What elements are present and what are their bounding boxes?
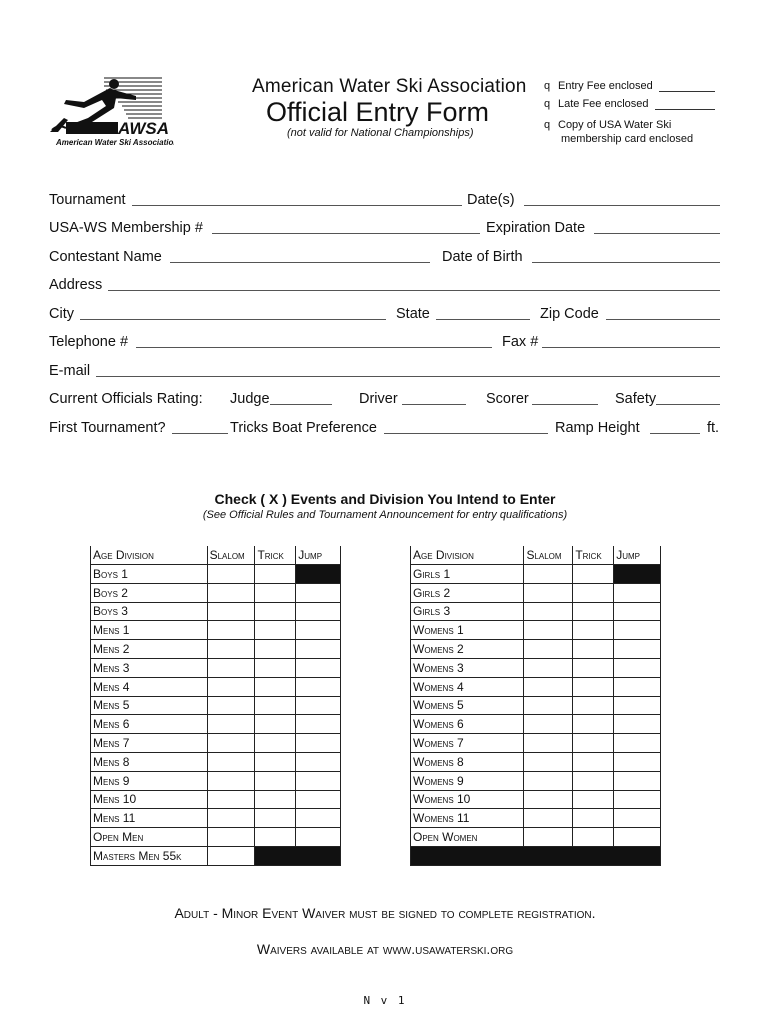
state-input[interactable] [436,319,530,320]
jump-checkbox[interactable] [614,790,661,809]
jump-checkbox[interactable] [614,715,661,734]
slalom-checkbox[interactable] [524,696,573,715]
age-division-cell: Masters Men 55k [91,846,208,865]
events-subheading: (See Official Rules and Tournament Announcement for entry qualifications) [202,509,568,521]
table-row [91,790,341,809]
jump-checkbox[interactable] [296,734,341,753]
dob-input[interactable] [532,262,720,263]
table-row [411,790,661,809]
col-trick: Trick [255,546,296,565]
address-label: Address [49,277,103,293]
jump-checkbox[interactable] [296,583,341,602]
jump-checkbox[interactable] [614,602,661,621]
jump-checkbox[interactable] [296,621,341,640]
table-header-row [411,546,661,565]
age-division-cell: Mens 5 [91,696,208,715]
safety-input[interactable] [656,404,720,405]
age-division-cell: Womens 2 [411,640,524,659]
age-division-cell: Boys 3 [91,602,208,621]
age-division-cell: Womens 9 [411,771,524,790]
address-input[interactable] [108,290,720,291]
email-input[interactable] [96,376,720,377]
age-division-cell: Mens 1 [91,621,208,640]
table-row [91,677,341,696]
table-row [411,809,661,828]
jump-checkbox[interactable] [614,640,661,659]
trick-checkbox[interactable] [573,658,614,677]
form-note: (not valid for National Championships) [287,127,474,139]
slalom-checkbox[interactable] [207,640,255,659]
table-row [91,658,341,677]
driver-label: Driver [359,391,398,407]
first-tournament-input[interactable] [172,433,228,434]
jump-checkbox[interactable] [296,658,341,677]
trick-checkbox[interactable] [573,828,614,847]
trick-checkbox[interactable] [255,677,296,696]
slalom-checkbox[interactable] [207,828,255,847]
age-division-cell: Open Men [91,828,208,847]
ramp-height-label: Ramp Height [555,420,640,436]
age-division-cell: Womens 10 [411,790,524,809]
age-division-cell: Womens 3 [411,658,524,677]
jump-checkbox[interactable] [296,752,341,771]
jump-checkbox[interactable] [296,771,341,790]
tricks-boat-input[interactable] [384,433,548,434]
slalom-checkbox[interactable] [524,715,573,734]
jump-checkbox[interactable] [296,640,341,659]
trick-checkbox[interactable] [573,734,614,753]
late-fee-check[interactable]: q Late Fee enclosed [544,98,715,110]
checkbox-icon: q [544,80,551,92]
judge-label: Judge [230,391,270,407]
telephone-label: Telephone # [49,334,129,350]
table-row [411,696,661,715]
table-row [411,771,661,790]
organization-name: American Water Ski Association [252,76,527,97]
jump-checkbox[interactable] [296,715,341,734]
trick-checkbox[interactable] [255,658,296,677]
trick-checkbox[interactable] [573,677,614,696]
tricks-boat-label: Tricks Boat Preference [230,420,377,436]
jump-checkbox[interactable] [614,583,661,602]
table-row [411,715,661,734]
slalom-checkbox[interactable] [524,602,573,621]
age-division-cell: Womens 6 [411,715,524,734]
slalom-checkbox[interactable] [524,771,573,790]
trick-checkbox[interactable] [255,771,296,790]
slalom-checkbox[interactable] [207,771,255,790]
table-header-row [91,546,341,565]
expiration-input[interactable] [594,233,720,234]
age-division-cell: Mens 9 [91,771,208,790]
table-row-filler [411,846,661,865]
driver-input[interactable] [402,404,466,405]
version-code: N v 1 [363,994,407,1007]
table-row [91,846,341,865]
age-division-cell: Mens 3 [91,658,208,677]
safety-label: Safety [615,391,657,407]
table-row [411,583,661,602]
age-division-cell: Mens 6 [91,715,208,734]
table-row [91,602,341,621]
slalom-checkbox[interactable] [524,809,573,828]
scorer-input[interactable] [532,404,598,405]
slalom-checkbox[interactable] [524,621,573,640]
age-division-cell: Womens 11 [411,809,524,828]
unavailable-cell [614,565,661,584]
slalom-checkbox[interactable] [524,790,573,809]
contestant-input[interactable] [170,262,430,263]
checkbox-icon: q [544,98,551,110]
table-row [411,734,661,753]
first-tournament-label: First Tournament? [49,420,166,436]
trick-checkbox[interactable] [573,640,614,659]
trick-checkbox[interactable] [255,640,296,659]
dates-label: Date(s) [467,192,515,208]
awsa-logo [44,72,174,152]
col-jump: Jump [614,546,661,565]
table-row [91,734,341,753]
table-row [411,828,661,847]
trick-checkbox[interactable] [573,696,614,715]
entry-fee-check[interactable]: q Entry Fee enclosed [544,80,715,92]
ramp-height-unit: ft. [707,420,720,436]
slalom-checkbox[interactable] [207,565,255,584]
jump-checkbox[interactable] [614,696,661,715]
table-row [411,640,661,659]
trick-checkbox[interactable] [255,565,296,584]
slalom-checkbox[interactable] [524,734,573,753]
slalom-checkbox[interactable] [207,696,255,715]
trick-checkbox[interactable] [255,809,296,828]
svg-text:AWSA: AWSA [118,119,169,138]
table-row [411,658,661,677]
email-label: E-mail [49,363,91,379]
jump-checkbox[interactable] [296,828,341,847]
col-slalom: Slalom [207,546,255,565]
slalom-checkbox[interactable] [207,583,255,602]
events-heading: Check ( X ) Events and Division You Intend to Enter [214,491,556,507]
slalom-checkbox[interactable] [524,565,573,584]
table-row [411,602,661,621]
officials-rating-label: Current Officials Rating: [49,391,203,407]
jump-checkbox[interactable] [614,658,661,677]
city-label: City [49,306,74,322]
unavailable-cell [255,846,341,865]
tournament-input[interactable] [132,205,462,206]
table-row [91,565,341,584]
slalom-checkbox[interactable] [207,602,255,621]
age-division-cell: Womens 8 [411,752,524,771]
jump-checkbox[interactable] [614,734,661,753]
trick-checkbox[interactable] [573,715,614,734]
dates-input[interactable] [524,205,720,206]
slalom-checkbox[interactable] [207,790,255,809]
slalom-checkbox[interactable] [207,734,255,753]
table-row [411,752,661,771]
age-division-cell: Womens 1 [411,621,524,640]
jump-checkbox[interactable] [296,809,341,828]
trick-checkbox[interactable] [573,809,614,828]
judge-input[interactable] [270,404,332,405]
table-row [91,752,341,771]
trick-checkbox[interactable] [573,602,614,621]
age-division-cell: Womens 7 [411,734,524,753]
slalom-checkbox[interactable] [524,658,573,677]
slalom-checkbox[interactable] [207,715,255,734]
table-row [411,565,661,584]
city-input[interactable] [80,319,386,320]
jump-checkbox[interactable] [296,696,341,715]
age-division-cell: Mens 2 [91,640,208,659]
slalom-checkbox[interactable] [524,583,573,602]
age-division-cell: Boys 1 [91,565,208,584]
age-division-cell: Girls 3 [411,602,524,621]
trick-checkbox[interactable] [255,828,296,847]
checkbox-icon: q [544,119,551,131]
age-division-cell: Mens 4 [91,677,208,696]
telephone-input[interactable] [136,347,492,348]
age-division-cell: Mens 7 [91,734,208,753]
age-division-cell: Womens 5 [411,696,524,715]
col-jump: Jump [296,546,341,565]
slalom-checkbox[interactable] [524,640,573,659]
table-row [91,640,341,659]
trick-checkbox[interactable] [255,696,296,715]
age-division-cell: Mens 11 [91,809,208,828]
slalom-checkbox[interactable] [524,828,573,847]
table-row [91,809,341,828]
waiver-notice: Adult - Minor Event Waiver must be signed to complete registration. [174,905,596,921]
trick-checkbox[interactable] [255,734,296,753]
slalom-checkbox[interactable] [207,621,255,640]
slalom-checkbox[interactable] [207,677,255,696]
unavailable-cell [296,565,341,584]
jump-checkbox[interactable] [296,790,341,809]
jump-checkbox[interactable] [614,771,661,790]
col-trick: Trick [573,546,614,565]
slalom-checkbox[interactable] [207,809,255,828]
jump-checkbox[interactable] [614,752,661,771]
dob-label: Date of Birth [442,249,523,265]
age-division-cell: Boys 2 [91,583,208,602]
table-row [91,828,341,847]
jump-checkbox[interactable] [614,621,661,640]
tournament-label: Tournament [49,192,126,208]
fax-label: Fax # [502,334,539,350]
trick-checkbox[interactable] [255,602,296,621]
jump-checkbox[interactable] [614,677,661,696]
contestant-label: Contestant Name [49,249,162,265]
trick-checkbox[interactable] [255,583,296,602]
table-row [91,771,341,790]
zip-label: Zip Code [540,306,599,322]
age-division-cell: Mens 8 [91,752,208,771]
trick-checkbox[interactable] [573,565,614,584]
ramp-height-input[interactable] [650,433,700,434]
table-row [91,583,341,602]
table-row [411,621,661,640]
slalom-checkbox[interactable] [207,752,255,771]
men-division-table [90,546,341,866]
trick-checkbox[interactable] [573,771,614,790]
age-division-cell: Mens 10 [91,790,208,809]
zip-input[interactable] [606,319,720,320]
trick-checkbox[interactable] [255,752,296,771]
age-division-cell: Open Women [411,828,524,847]
trick-checkbox[interactable] [573,752,614,771]
unavailable-cell [411,846,661,865]
jump-checkbox[interactable] [614,828,661,847]
trick-checkbox[interactable] [255,790,296,809]
membership-input[interactable] [212,233,480,234]
age-division-cell: Girls 2 [411,583,524,602]
col-slalom: Slalom [524,546,573,565]
age-division-cell: Womens 4 [411,677,524,696]
table-row [91,715,341,734]
slalom-checkbox[interactable] [207,846,255,865]
slalom-checkbox[interactable] [524,752,573,771]
trick-checkbox[interactable] [573,790,614,809]
age-division-cell: Girls 1 [411,565,524,584]
jump-checkbox[interactable] [296,602,341,621]
table-row [91,621,341,640]
col-age-division: Age Division [91,546,208,565]
slalom-checkbox[interactable] [207,658,255,677]
slalom-checkbox[interactable] [524,677,573,696]
scorer-label: Scorer [486,391,529,407]
trick-checkbox[interactable] [573,621,614,640]
membership-card-check-line2: membership card enclosed [561,133,694,145]
membership-card-check[interactable]: q Copy of USA Water Ski [544,119,672,131]
trick-checkbox[interactable] [255,715,296,734]
waiver-availability: Waivers available at www.usawaterski.org [256,941,514,957]
table-row [411,677,661,696]
form-title: Official Entry Form [266,97,490,127]
table-row [91,696,341,715]
col-age-division: Age Division [411,546,524,565]
trick-checkbox[interactable] [255,621,296,640]
women-division-table [410,546,661,866]
membership-label: USA-WS Membership # [49,220,203,236]
state-label: State [396,306,430,322]
svg-text:American Water Ski Association: American Water Ski Association [56,138,174,147]
jump-checkbox[interactable] [296,677,341,696]
fax-input[interactable] [542,347,720,348]
skier-logo-icon [44,72,174,152]
trick-checkbox[interactable] [573,583,614,602]
jump-checkbox[interactable] [614,809,661,828]
expiration-label: Expiration Date [486,220,586,236]
